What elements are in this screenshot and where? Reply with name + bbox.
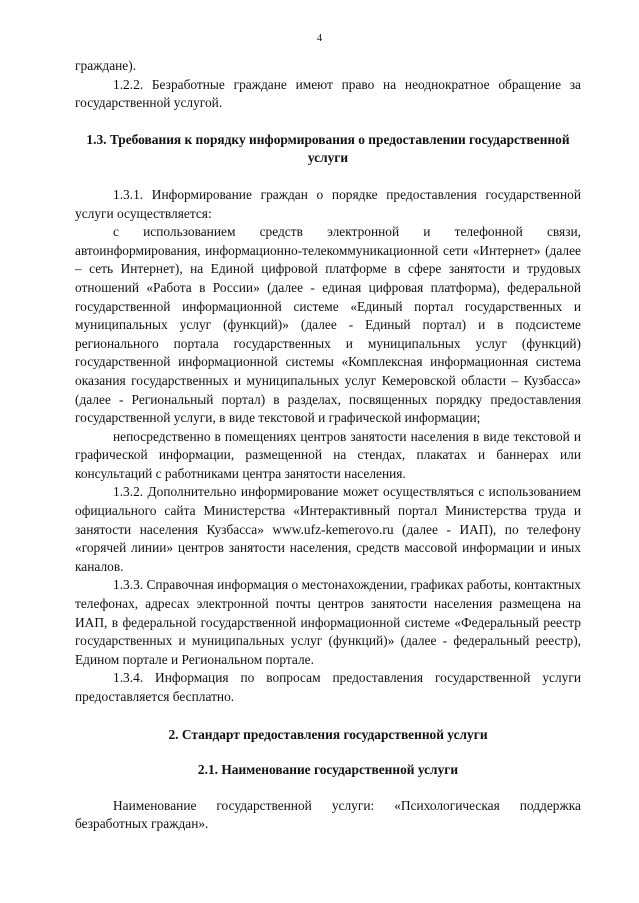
paragraph-in-person: непосредственно в помещениях центров занятости населения в виде текстовой и графической информации, размещенной на стендах, плакатах и баннерах или консультаций с работниками центра занятости населения. bbox=[75, 428, 581, 481]
paragraph-1-3-2: 1.3.2. Дополнительно информирование может осуществляться с использованием официального сайта Министерства «Интерактивный портал Министерства труда и занятости населения Кузбасса» www.ufz-kemerovo.ru (далее - ИАП), по телефону «горячей линии» центров занятости населения, средств массовой информации и иных каналов. bbox=[75, 484, 581, 574]
section-heading-1-3: 1.3. Требования к порядку информирования о предоставлении государственной услуги bbox=[86, 131, 570, 166]
section-heading-2: 2. Стандарт предоставления государственной услуги bbox=[168, 726, 488, 742]
document-body bbox=[75, 57, 581, 834]
paragraph-1-3-3: 1.3.3. Справочная информация о местонахождении, графиках работы, контактных телефонах, адресах электронной почты центров занятости населения размещена на ИАП, в федеральной государственной информационной системе «Федеральный реестр государственных и муниципальных услуг (функций)» (далее - федеральный реестр), Едином портале и Региональном портале. bbox=[75, 577, 581, 667]
paragraph-service-name: Наименование государственной услуги: «Психологическая поддержка безработных граждан». bbox=[75, 797, 581, 832]
section-heading-2-1: 2.1. Наименование государственной услуги bbox=[197, 762, 459, 778]
paragraph-electronic-channels: с использованием средств электронной и телефонной связи, автоинформирования, информационно-телекоммуникационной сети «Интернет» (далее – сеть Интернет), на Единой цифровой платформе в сфере занятости и трудовых отношений «Работа в России» (далее - единая цифровая платформа), федеральной государственной информационной системе «Единый портал государственных и муниципальных услуг (функций)» (далее - Единый портал) и в подсистеме регионального портала государственных и муниципальных услуг (функций) государственной информационной системы «Комплексная информационная система оказания государственных и муниципальных услуг Кемеровской области – Кузбасса» (далее - Региональный портал) в разделах, посвященных порядку предоставления государственной услуги, в виде текстовой и графической информации; bbox=[75, 224, 581, 426]
page-number: 4 bbox=[316, 33, 323, 44]
paragraph-1-2-2: 1.2.2. Безработные граждане имеют право на неоднократное обращение за государственной услугой. bbox=[75, 76, 581, 111]
paragraph-continuation: граждане). bbox=[75, 58, 137, 73]
paragraph-1-3-1: 1.3.1. Информирование граждан о порядке предоставления государственной услуги осуществляется: bbox=[75, 186, 581, 221]
paragraph-1-3-4: 1.3.4. Информация по вопросам предоставления государственной услуги предоставляется бесплатно. bbox=[75, 670, 581, 704]
